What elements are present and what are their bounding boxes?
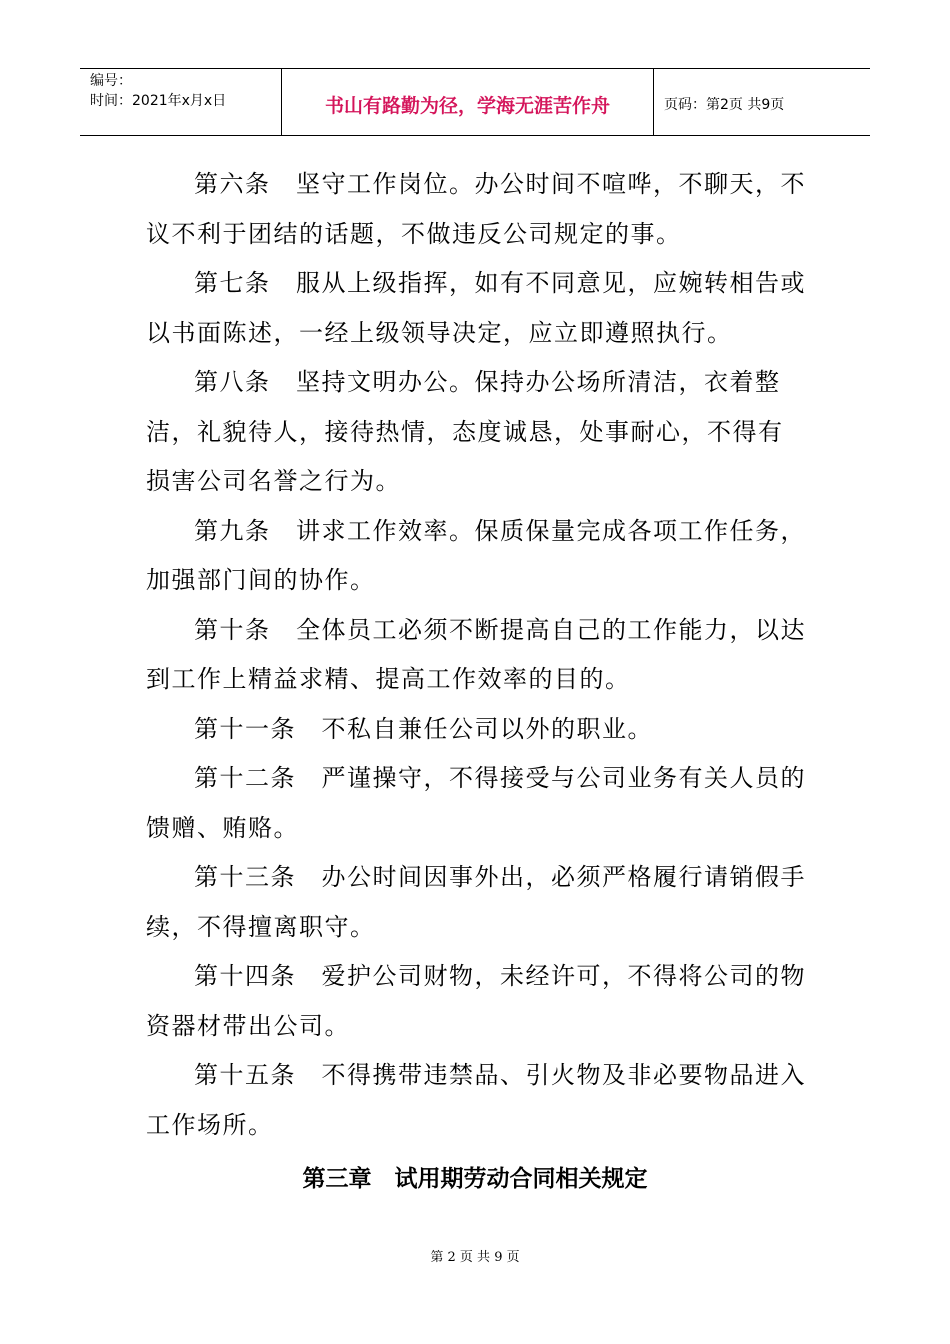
article-10: 第十条 全体员工必须不断提高自己的工作能力，以达到工作上精益求精、提高工作效率的目的。 <box>146 615 806 693</box>
article-6: 第六条 坚守工作岗位。办公时间不喧哗，不聊天，不议不利于团结的话题，不做违反公司规定的事。 <box>146 170 806 248</box>
article-11: 第十一条 不私自兼任公司以外的职业。 <box>194 714 653 743</box>
document-number: 编号： <box>90 73 132 89</box>
page-header <box>80 68 870 136</box>
article-7: 第七条 服从上级指挥，如有不同意见，应婉转相告或以书面陈述，一经上级领导决定，应立即遵照执行。 <box>146 269 806 347</box>
header-meta <box>80 69 282 135</box>
article-15: 第十五条 不得携带违禁品、引火物及非必要物品进入工作场所。 <box>146 1061 806 1139</box>
header-page-number: 页码：第2页 共9页 <box>664 97 785 113</box>
document-time: 时间：2021年x月x日 <box>90 93 227 109</box>
article-13: 第十三条 办公时间因事外出，必须严格履行请销假手续，不得擅离职守。 <box>146 863 806 941</box>
page-footer: 第 2 页 共 9 页 <box>430 1250 520 1265</box>
article-8: 第八条 坚持文明办公。保持办公场所清洁，衣着整洁，礼貌待人，接待热情，态度诚恳，处事耐心，不得有损害公司名誉之行为。 <box>146 368 784 495</box>
chapter-title: 第三章 试用期劳动合同相关规定 <box>302 1166 648 1192</box>
header-motto: 书山有路勤为径，学海无涯苦作舟 <box>282 69 654 135</box>
document-body <box>146 160 806 1150</box>
article-12: 第十二条 严谨操守，不得接受与公司业务有关人员的馈赠、贿赂。 <box>146 764 806 842</box>
article-14: 第十四条 爱护公司财物，未经许可，不得将公司的物资器材带出公司。 <box>146 962 806 1040</box>
article-9: 第九条 讲求工作效率。保质保量完成各项工作任务，加强部门间的协作。 <box>146 516 806 594</box>
